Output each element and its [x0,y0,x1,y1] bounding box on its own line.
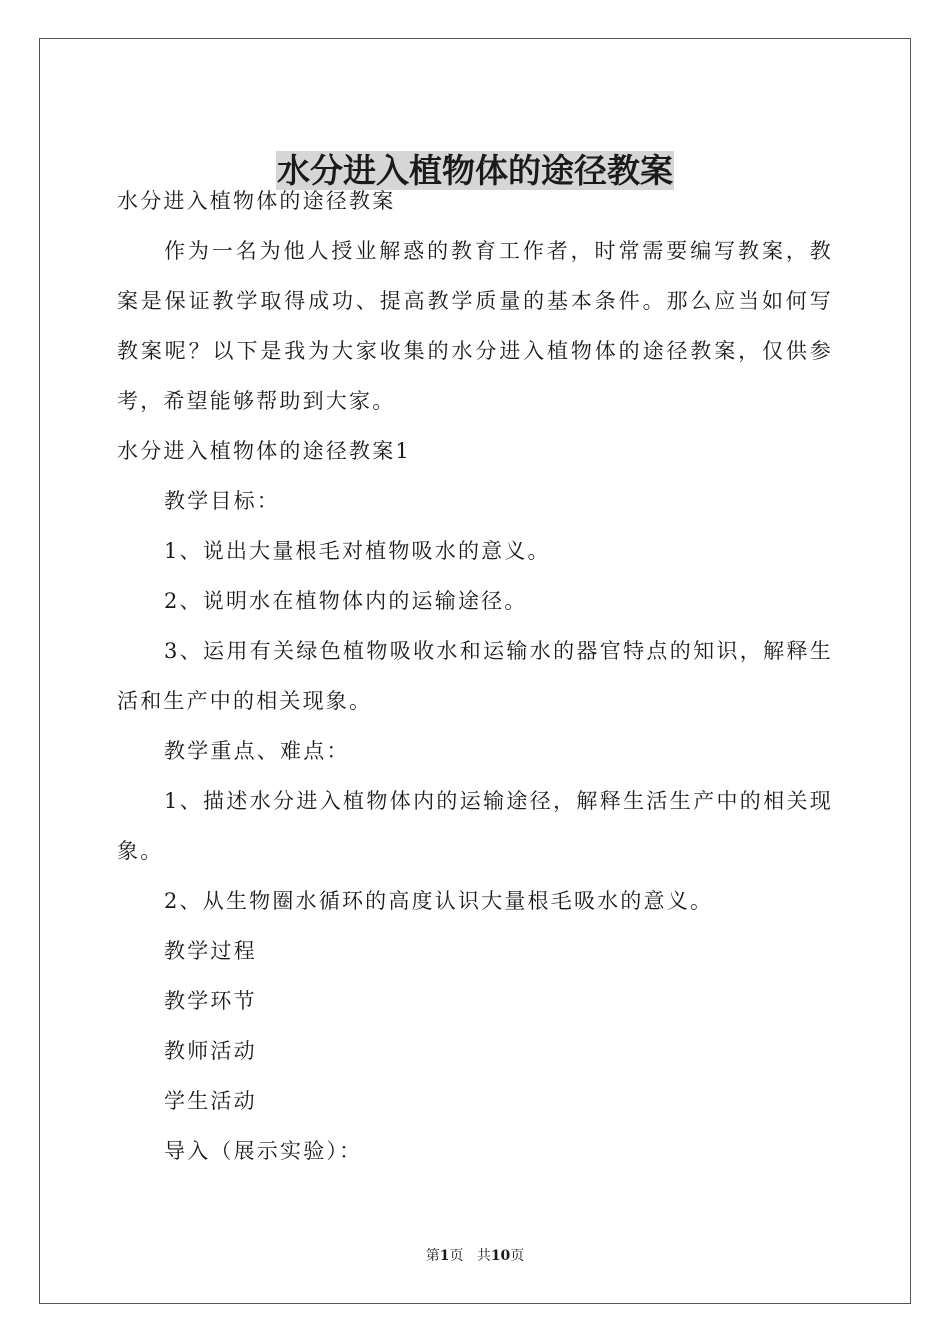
footer-total-prefix: 共 [476,1248,491,1264]
paragraph-section-heading: 水分进入植物体的途径教案1 [117,439,411,463]
paragraph-keypoints-heading: 教学重点、难点： [164,739,350,763]
footer-prefix: 第 [425,1248,440,1264]
footer-page-word: 页 [449,1248,464,1264]
footer-total-suffix: 页 [510,1248,525,1264]
paragraph-introduction: 导入（展示实验）： [164,1139,363,1163]
footer-current-page: 1 [439,1248,450,1264]
paragraph-keypoint-1: 1、描述水分进入植物体内的运输途径，解释生活生产中的相关现象。 [117,789,833,863]
paragraph-process-heading: 教学过程 [164,939,257,963]
paragraph-teaching-step: 教学环节 [164,989,257,1013]
footer-total-pages: 10 [490,1248,511,1264]
paragraph-objective-1: 1、说出大量根毛对植物吸水的意义。 [164,539,551,563]
paragraph-subtitle: 水分进入植物体的途径教案 [117,189,396,213]
page-footer [0,1246,950,1266]
paragraph-keypoint-2: 2、从生物圈水循环的高度认识大量根毛吸水的意义。 [164,889,714,913]
document-title-text: 水分进入植物体的途径教案 [277,151,673,191]
paragraph-objective-2: 2、说明水在植物体内的运输途径。 [164,589,528,613]
paragraph-objectives-heading: 教学目标： [164,489,280,513]
paragraph-teacher-activity: 教师活动 [164,1039,257,1063]
paragraph-intro: 作为一名为他人授业解惑的教育工作者，时常需要编写教案，教案是保证教学取得成功、提高教学质量的基本条件。那么应当如何写教案呢？以下是我为大家收集的水分进入植物体的途径教案，仅供参考，希望能够帮助到大家。 [117,239,833,413]
paragraph-student-activity: 学生活动 [164,1089,257,1113]
paragraph-objective-3: 3、运用有关绿色植物吸收水和运输水的器官特点的知识，解释生活和生产中的相关现象。 [117,639,833,713]
document-body [117,176,833,1176]
